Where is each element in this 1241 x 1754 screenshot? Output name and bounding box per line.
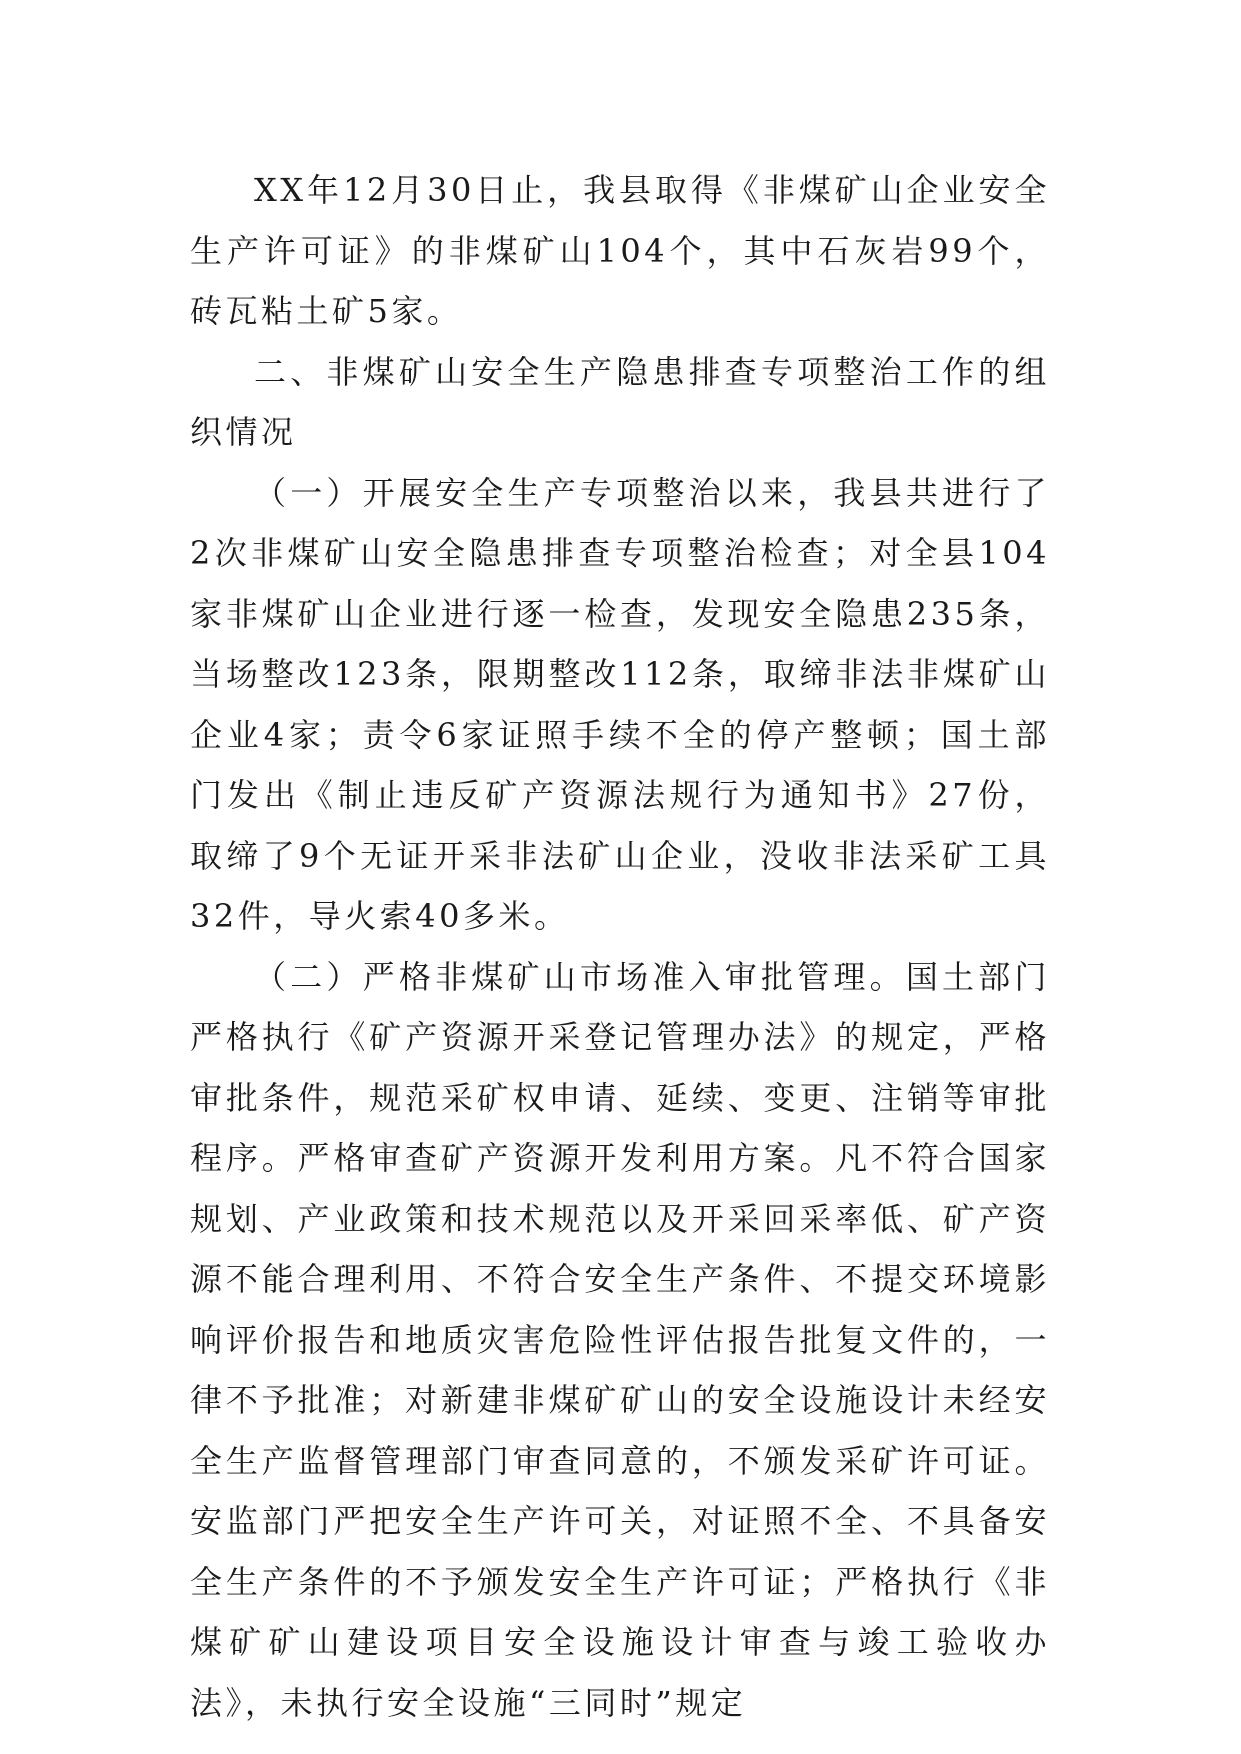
paragraph-mine-permit-count: XX年12月30日止，我县取得《非煤矿山企业安全生产许可证》的非煤矿山104个，其中石灰岩99个，砖瓦粘土矿5家。	[190, 171, 1050, 330]
paragraph-market-access-approval: （二）严格非煤矿山市场准入审批管理。国土部门严格执行《矿产资源开采登记管理办法》的规定，严格审批条件，规范采矿权申请、延续、变更、注销等审批程序。严格审查矿产资源开发利用方案。凡不符合国家规划、产业政策和技术规范以及开采回采率低、矿产资源不能合理利用、不符合安全生产条件、不提交环境影响评价报告和地质灾害危险性评估报告批复文件的，一律不予批准；对新建非煤矿矿山的安全设施设计未经安全生产监督管理部门审查同意的，不颁发采矿许可证。安监部门严把安全生产许可关，对证照不全、不具备安全生产条件的不予颁发安全生产许可证；严格执行《非煤矿矿山建设项目安全设施设计审查与竣工验收办法》，未执行安全设施“三同时”规定	[190, 957, 1050, 1722]
section-heading-organization: 二、非煤矿山安全生产隐患排查专项整治工作的组织情况	[190, 352, 1050, 451]
document-body	[190, 160, 1050, 1733]
paragraph-inspection-results: （一）开展安全生产专项整治以来，我县共进行了2次非煤矿山安全隐患排查专项整治检查；对全县104家非煤矿山企业进行逐一检查，发现安全隐患235条，当场整改123条，限期整改112条，取缔非法非煤矿山企业4家；责令6家证照手续不全的停产整顿；国土部门发出《制止违反矿产资源法规行为通知书》27份，取缔了9个无证开采非法矿山企业，没收非法采矿工具32件，导火索40多米。	[190, 473, 1050, 935]
